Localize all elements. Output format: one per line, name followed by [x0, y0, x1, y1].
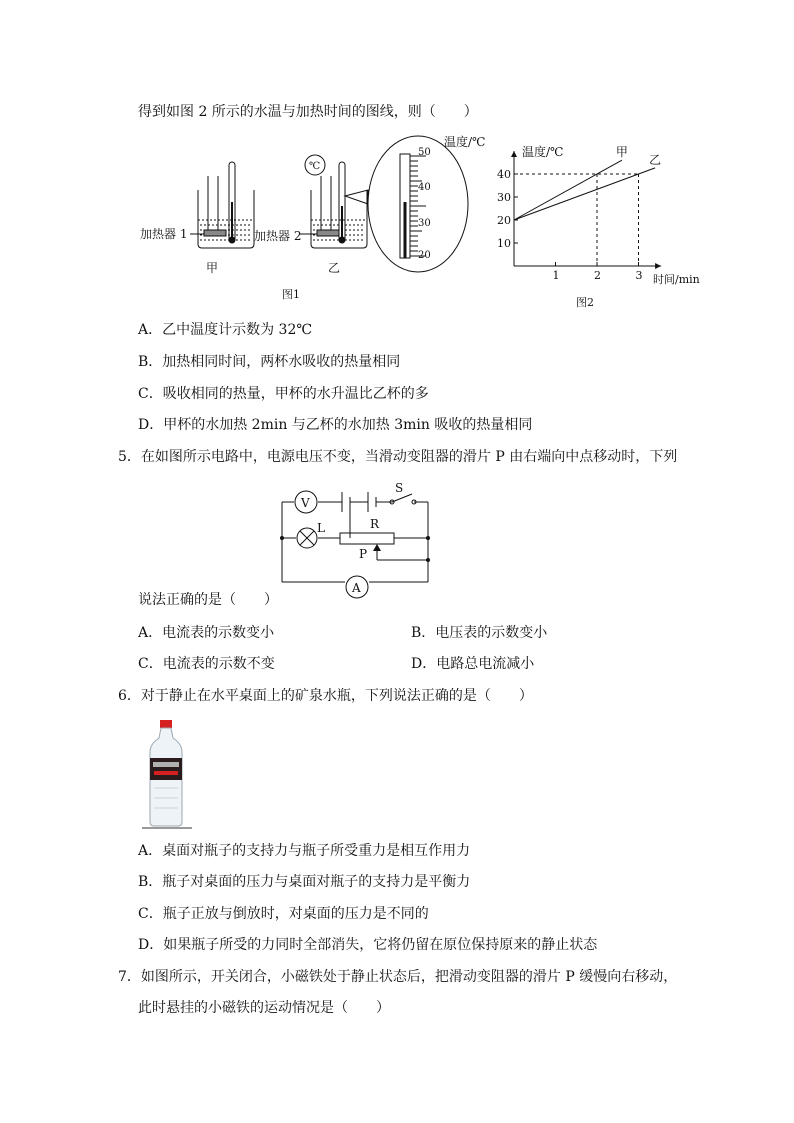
switch-label: S — [395, 481, 404, 495]
zoom-tick-30: 30 — [418, 218, 431, 229]
chart-y-tick-label: 30 — [497, 191, 511, 204]
chart-series-line-jia — [514, 160, 622, 220]
chart-series-line-yi — [514, 168, 655, 220]
q7-stem-cont: 此时悬挂的小磁铁的运动情况是（ ） — [138, 1000, 390, 1016]
beaker-yi — [311, 162, 367, 248]
q4-option-d: D．甲杯的水加热 2min 与乙杯的水加热 3min 吸收的热量相同 — [138, 417, 533, 433]
q6-option-c: C．瓶子正放与倒放时，对桌面的压力是不同的 — [138, 906, 429, 922]
zoom-tick-40: 40 — [418, 182, 431, 193]
lamp-label: L — [317, 521, 325, 535]
zoom-tick-50: 50 — [418, 147, 431, 158]
q4-option-a: A．乙中温度计示数为 32℃ — [138, 322, 313, 338]
chart-y-axis-label: 温度/℃ — [522, 145, 564, 159]
circuit-diagram — [270, 480, 445, 602]
chart-x-axis-label: 时间/min — [653, 273, 700, 286]
label-heater-1: 加热器 1 — [140, 227, 188, 241]
zoom-pointer-icon — [345, 190, 368, 204]
zoom-tick-20: 20 — [418, 250, 431, 261]
chart-x-tick-label: 1 — [552, 269, 560, 282]
rheostat-label: R — [370, 517, 380, 531]
unit-bubble-text: ℃ — [309, 161, 321, 172]
chart-series-label-yi: 乙 — [649, 152, 662, 167]
chart-series-label-jia: 甲 — [615, 145, 628, 160]
chart-y-tick-label: 40 — [497, 168, 511, 181]
q4-option-c: C．吸收相同的热量，甲杯的水升温比乙杯的多 — [138, 386, 429, 402]
q5-option-d: D．电路总电流减小 — [411, 656, 535, 672]
water-bottle-image — [142, 718, 192, 830]
figure-1 — [130, 132, 486, 312]
chart-x-tick-label: 2 — [594, 269, 601, 282]
ammeter-label: A — [352, 581, 361, 595]
chart-y-tick-label: 20 — [497, 214, 511, 227]
beaker-jia — [198, 162, 254, 248]
chart-x-arrow-icon — [655, 263, 661, 269]
q6-option-a: A．桌面对瓶子的支持力与瓶子所受重力是相互作用力 — [138, 843, 471, 859]
figure-1-caption: 图1 — [282, 288, 300, 301]
q5-option-b: B．电压表的示数变小 — [411, 625, 548, 641]
chart-y-tick-label: 10 — [497, 237, 511, 250]
q6-stem: 6．对于静止在水平桌面上的矿泉水瓶，下列说法正确的是（ ） — [118, 688, 533, 704]
label-yi: 乙 — [328, 261, 341, 275]
q7-stem: 7．如图所示，开关闭合，小磁铁处于静止状态后，把滑动变阻器的滑片 P 缓慢向右移动， — [118, 969, 678, 985]
zoom-axis-title: 温度/℃ — [444, 135, 486, 149]
q6-option-b: B．瓶子对桌面的压力与桌面对瓶子的支持力是平衡力 — [138, 874, 471, 890]
zoom-thermometer-scale — [400, 154, 426, 258]
label-heater-2: 加热器 2 — [254, 229, 302, 243]
q4-stem-tail: 得到如图 2 所示的水温与加热时间的图线，则（ ） — [138, 104, 478, 120]
q6-option-d: D．如果瓶子所受的力同时全部消失，它将仍留在原位保持原来的静止状态 — [138, 937, 598, 953]
chart-x-tick-label: 3 — [635, 269, 643, 282]
slider-label: P — [359, 547, 368, 561]
label-jia: 甲 — [206, 261, 219, 275]
q5-stem: 5．在如图所示电路中，电源电压不变，当滑动变阻器的滑片 P 由右端向中点移动时，下列 — [118, 449, 678, 465]
slider-arrow-icon — [373, 544, 381, 551]
q5-option-a: A．电流表的示数变小 — [138, 625, 275, 641]
voltmeter-label: V — [301, 496, 310, 510]
bottle-cap-icon — [160, 720, 172, 728]
q5-stem-cont: 说法正确的是（ ） — [138, 592, 278, 608]
figure-2-caption: 图2 — [576, 296, 594, 309]
figure-2-chart — [490, 140, 720, 310]
q4-option-b: B．加热相同时间，两杯水吸收的热量相同 — [138, 354, 401, 370]
q5-option-c: C．电流表的示数不变 — [138, 656, 275, 672]
chart-y-arrow-icon — [511, 151, 517, 157]
